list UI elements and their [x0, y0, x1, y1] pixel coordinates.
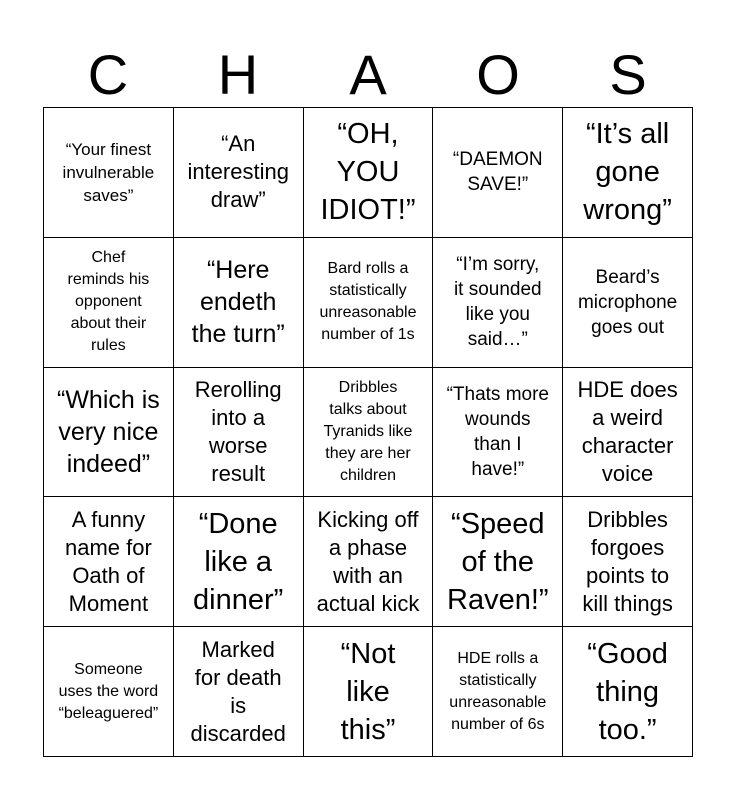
bingo-cell-r2c4[interactable]	[433, 238, 563, 368]
bingo-cell-r1c5[interactable]	[563, 108, 693, 238]
cell-text: “Your finest invulnerable saves”	[62, 139, 155, 205]
bingo-cell-r3c4[interactable]	[433, 368, 563, 498]
cell-text: “OH, YOU IDIOT!”	[320, 118, 416, 227]
header-letter-o: O	[476, 43, 520, 106]
bingo-cell-r1c3[interactable]	[304, 108, 434, 238]
bingo-board	[43, 107, 693, 757]
bingo-cell-r3c5[interactable]	[563, 368, 693, 498]
cell-text: “An interesting draw”	[187, 131, 289, 213]
cell-text: Dribbles forgoes points to kill things	[582, 506, 673, 616]
bingo-cell-r5c2[interactable]	[174, 627, 304, 757]
cell-text: “Which is very nice indeed”	[57, 385, 160, 478]
cell-text: “Not like this”	[340, 637, 396, 746]
bingo-cell-r1c4[interactable]	[433, 108, 563, 238]
bingo-cell-r4c2[interactable]	[174, 497, 304, 627]
bingo-cell-r3c2[interactable]	[174, 368, 304, 498]
cell-text: “I’m sorry, it sounded like you said…”	[453, 254, 542, 351]
cell-text: “Here endeth the turn”	[191, 256, 285, 349]
cell-text: Beard’s microphone goes out	[577, 266, 678, 338]
bingo-cell-r4c3[interactable]	[304, 497, 434, 627]
cell-text: “Done like a dinner”	[193, 507, 284, 616]
cell-text: Dribbles talks about Tyranids like they are her children	[323, 378, 413, 484]
bingo-cell-r4c4[interactable]	[433, 497, 563, 627]
cell-text: “DAEMON SAVE!”	[452, 149, 543, 196]
bingo-cell-r5c3[interactable]	[304, 627, 434, 757]
bingo-cell-r2c1[interactable]	[44, 238, 174, 368]
cell-text: A funny name for Oath of Moment	[64, 506, 152, 616]
bingo-cell-r1c1[interactable]	[44, 108, 174, 238]
cell-text: Kicking off a phase with an actual kick	[316, 506, 420, 616]
cell-text: Marked for death is discarded	[190, 636, 286, 746]
bingo-cell-r2c5[interactable]	[563, 238, 693, 368]
cell-text: HDE does a weird character voice	[577, 376, 678, 486]
cell-text: Bard rolls a statistically unreasonable number of 1s	[319, 260, 417, 344]
bingo-cell-r1c2[interactable]	[174, 108, 304, 238]
cell-text: “Good thing too.”	[587, 637, 668, 746]
bingo-cell-r5c4[interactable]	[433, 627, 563, 757]
cell-text: Chef reminds his opponent about their rules	[67, 249, 150, 355]
header-letter-s: S	[609, 43, 647, 106]
header-letter-a: A	[349, 43, 387, 106]
cell-text: Rerolling into a worse result	[194, 376, 282, 486]
cell-text: “Thats more wounds than I have!”	[446, 383, 549, 480]
header-letter-h: H	[217, 43, 259, 106]
bingo-cell-r2c3[interactable]	[304, 238, 434, 368]
bingo-header	[43, 42, 693, 108]
bingo-cell-r4c5[interactable]	[563, 497, 693, 627]
cell-text: “Speed of the Raven!”	[447, 507, 549, 616]
header-letter-c: C	[87, 43, 129, 106]
cell-text: HDE rolls a statistically unreasonable number of 6s	[449, 649, 547, 733]
bingo-cell-r4c1[interactable]	[44, 497, 174, 627]
bingo-cell-r3c1[interactable]	[44, 368, 174, 498]
bingo-cell-r3c3[interactable]	[304, 368, 434, 498]
bingo-cell-r5c5[interactable]	[563, 627, 693, 757]
cell-text: Someone uses the word “beleaguered”	[58, 660, 159, 722]
cell-text: “It’s all gone wrong”	[583, 118, 672, 227]
bingo-cell-r5c1[interactable]	[44, 627, 174, 757]
bingo-cell-r2c2[interactable]	[174, 238, 304, 368]
